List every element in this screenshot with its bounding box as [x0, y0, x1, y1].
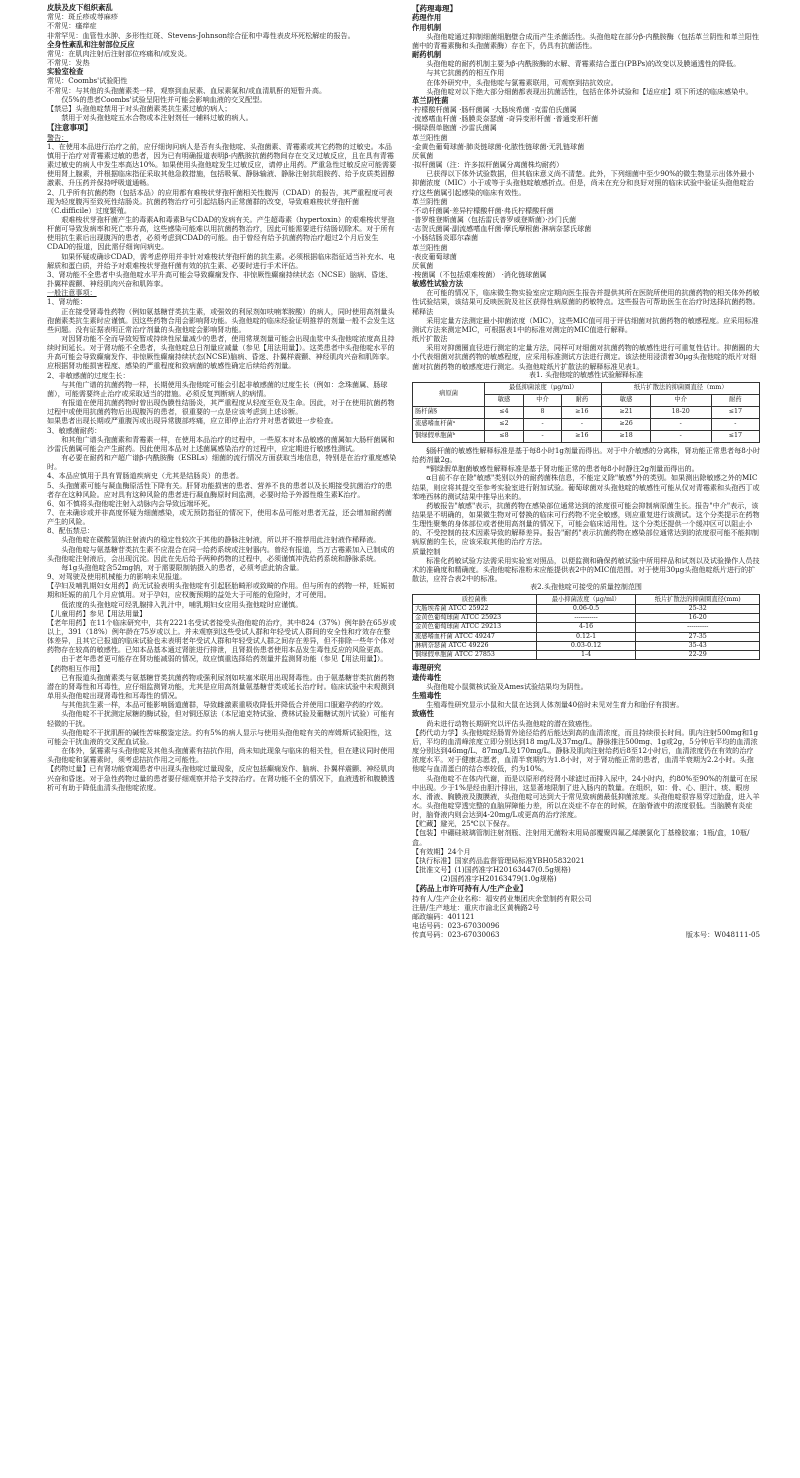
paragraph: 标准化药敏试验方法需采用实验室对照品，以便监测和确保药敏试验中所用样品和试剂以及试验操作人员技术的准确度和精确度。头孢他啶标准粉末应能提供表2中的MIC值范围。对于使用30μg头孢他啶纸片进行的扩散法，应符合表2中的标准。: [412, 555, 760, 584]
paragraph: 9、对驾驶及使用机械能力的影响未见报道。: [47, 572, 187, 582]
subheading: 致癌性: [412, 709, 434, 719]
table1-caption: 表1. 头孢他啶的敏感性试验解释标准: [529, 370, 643, 379]
subheading: 药理作用: [412, 13, 442, 23]
paragraph: 不常见：瘙痒症: [47, 21, 97, 31]
paragraph: 不常见：发热: [47, 58, 90, 68]
paragraph: ·不动杆菌属·差异柠檬酸杆菌·弗氏柠檬酸杆菌: [412, 205, 554, 215]
subheading: 作用机制: [412, 22, 442, 32]
paragraph: 与其他抗生素一样，本品可能影响肠道菌群，导致雌激素重吸收降低并降低合并使用口服避孕药的疗效。: [61, 700, 388, 710]
paragraph: 药敏报告"敏感"表示，抗菌药物在感染部位通常达到的浓度很可能会抑制病原菌生长。报告"中介"表示，该结果是不明确的，如果微生物对可替换的临床可行药物不完全敏感，则应重复进行该测试。这个分类提示在药物生理性聚集的身体部位或者使用高剂量的情况下，可能会临床适用性。这个分类还提供一个缓冲区可以阻止小的、不受控制的技术因素导致的解释差异。报告"耐药"表示抗菌药物在感染部位通常达到的浓度很可能不能抑制病原菌的生长，应该采取其他的治疗方法。: [412, 500, 760, 547]
table1-subheader: 中介: [523, 394, 562, 406]
subheading: 遗传毒性: [412, 672, 442, 682]
paragraph: ·志贺氏菌属·副流感嗜血杆菌·摩氏摩根菌·淋病奈瑟氏球菌: [412, 224, 592, 234]
paragraph: ·流感嗜血杆菌 ·肠膜炎奈瑟菌 ·奇异变形杆菌 ·普通变形杆菌: [412, 114, 599, 124]
paragraph: 不常见：与其他的头孢菌素类一样，观察到血尿素、血尿素氮和/或血清肌酐的短暂升高。: [47, 85, 327, 95]
subsection-label: 一般注意事项：: [47, 288, 97, 298]
subheading: 毒理研究: [412, 663, 442, 673]
paragraph: 头孢他啶通过抑制细菌细胞壁合成而产生杀菌活性。头孢他啶在部分β-内酰胺酶（包括革兰阴性和革兰阳性菌中的青霉素酶和头孢菌素酶）存在下，仍具有抗菌活性。: [412, 31, 759, 50]
paragraph: 1、在使用本品进行治疗之前，应仔细询问病人是否有头孢他啶、头孢菌素、青霉素或其它药物的过敏史。本品慎用于治疗对青霉素过敏的患者，因为已有明确报道表明β-内酰胺抗菌药物间存在交叉过敏反应，且在具有青霉素过敏史的病人中发生率高达10%。如果使用头孢他啶发生过敏反应，请停止用药。严重急性过敏反应可能需要使用肾上腺素，并根据临床指征采取其他急救措施，包括吸氧、静脉输液、静脉注射抗组胺药、给予皮质类固醇激素、升压药并保持呼吸道通畅。: [47, 141, 397, 188]
paragraph: 在可能的情况下，临床微生物实验室应定期向医生报告并提供其所在医院所使用的抗菌药物的相关体外药敏性试验结果，该结果可反映医院及社区获得性病原菌的药敏特点。这些报告可帮助医生在治疗时选择抗菌药物。: [412, 288, 760, 307]
paragraph: 5、头孢菌素可能与凝血酶原活性下降有关。肝肾功能损害的患者、营养不良的患者以及长期接受抗菌治疗的患者存在这种风险。应对具有这种风险的患者进行凝血酶原时间监测，必要时给予外源性维生素K治疗。: [47, 480, 393, 499]
paragraph: 【药物过量】已有肾功能衰竭患者中出现头孢他啶过量现象，反应包括癫痫发作、脑病、扑翼样震颤、神经肌肉兴奋和昏迷。对于急性药物过量的患者要仔细观察并给予支持治疗。在肾功能不全的情况下，血液透析和腹膜透析可有助于降低血清头孢他啶浓度。: [47, 764, 395, 792]
table-cell: 0.12-1: [536, 632, 636, 641]
paragraph: 稀释法: [412, 306, 434, 316]
paragraph: §肠杆菌的敏感性解释标准是基于每8小时1g剂量而得出。对于中介敏感的分离株，肾功能正常患者每8小时给药剂量2g。: [412, 445, 760, 465]
paragraph: 1、肾功能：: [47, 297, 87, 307]
table1-subheader: 敏感: [602, 394, 650, 406]
toxicology-and-product-info: [412, 663, 760, 930]
table-row: [413, 430, 760, 442]
paragraph: 【药物相互作用】: [47, 663, 104, 673]
paragraph: ·铜绿假单胞菌 ·沙雷氏菌属: [412, 123, 497, 133]
paragraph: 由于老年患者更可能存在肾功能减弱的情况，故应慎重选择给药剂量并监测肾功能（参见【用法用量】）。: [61, 654, 388, 664]
table-cell: 27-35: [636, 632, 760, 641]
table-cell: -----------: [536, 613, 636, 622]
susceptibility-table: [412, 382, 760, 443]
paragraph: 头孢他啶的耐药机制主要为β-内酰胺酶的水解、青霉素结合蛋白(PBPs)的改变以及膜通透性的降低。: [426, 59, 741, 69]
paragraph: 在体外研究中，头孢他啶与氯霉素联用，可观察到拮抗效应。: [426, 77, 618, 87]
paragraph: 头孢他啶与氨基糖苷类抗生素不应混合在同一给药系统或注射器内。曾经有报道，当万古霉素加入已制成的头孢他啶注射液后，会出现沉淀。因此在先后给予两种药物的过程中，必须谨慎冲洗给药系统和静脉系统。: [47, 544, 395, 563]
paragraph: 常见：Coombs'试验阳性: [47, 76, 128, 86]
table-cell: 铜绿假单胞菌ᵇ: [413, 430, 485, 442]
table-cell: -: [523, 418, 562, 430]
paragraph: 3、肾功能不全患者中头孢他啶水平升高可能会导致癫痫发作、非惊厥性癫痫持续状态（NCSE）脑病、昏迷、扑翼样震颤、神经肌肉兴奋和肌阵挛。: [47, 269, 393, 289]
paragraph: 常见：斑丘疹或荨麻疹: [47, 12, 118, 22]
paragraph: 邮政编码：401121: [412, 912, 475, 922]
paragraph: 常见：在肌肉注射后注射部位疼痛和/或发炎。: [47, 48, 192, 58]
paragraph: 【禁忌】头孢他啶禁用于对头孢菌素类抗生素过敏的病人；: [47, 103, 232, 113]
paragraph: α目前不存在除"敏感"类别以外的耐药菌株信息，不能定义除"敏感"外的类别。如果测出除敏感之外的MIC结果，则应将其提交至参考实验室进行附加试验。葡萄球菌对头孢他啶的敏感性可能从仅对青霉素和头孢西丁或苯唑西林的测试结果中推导出来的。: [412, 473, 760, 501]
table-cell: ≤8: [485, 430, 524, 442]
subsection-label: 警告：: [47, 132, 69, 142]
paragraph: 【儿童用药】参见【用法用量】: [47, 608, 147, 618]
version-number: 版本号：W048111-05: [685, 930, 760, 940]
paragraph: 厌氧菌: [412, 260, 434, 270]
paragraph: 非常罕见：血管性水肿、多形性红斑、Stevens-Johnson综合征和中毒性表皮坏死松解症的报告。: [47, 30, 355, 40]
table-cell: 流感嗜血杆菌 ATCC 49247: [413, 632, 537, 641]
paragraph: 【药代动力学】头孢他啶经肠胃外途径给药后能达到高的血清浓度，而且持续很长时间。肌内注射500mg和1g后，平均的血清峰浓度立即分别达到18 mg/L及37mg/L。静脉推注500mg、1g或2g，5分钟后平均的血清浓度分别达到46mg/L、87mg/L及170mg/L。静脉及肌肉注射给药后8至12小时后，血清浓度仍在有效的治疗浓度水平。对于健康志愿者，血清半衰期约为1.8小时，对于肾功能正常的患者，血清半衰期为2.2小时。头孢他啶与血清蛋白的结合率较低，约为10%。: [412, 727, 758, 774]
paragraph: 头孢他啶对以下绝大部分细菌都表现出抗菌活性，包括在体外试验和【适应症】项下所述的临床感染中。: [426, 86, 753, 96]
paragraph: 革兰阳性菌: [412, 242, 448, 252]
table-cell: -: [650, 430, 711, 442]
paragraph: 纸片扩散法: [412, 334, 448, 344]
fax-number: 传真号码：023-67030063: [412, 930, 500, 940]
paragraph: 【包装】中硼硅玻璃管制注射剂瓶、注射用无菌粉末用局部覆聚四氟乙烯膜氯化丁基橡胶塞；1瓶/盒，10瓶/盒。: [412, 828, 750, 847]
paragraph: 革兰阳性菌: [412, 132, 448, 142]
table-row: [413, 406, 760, 418]
paragraph: 头孢他啶小鼠微核试验及Ames试验结果均为阴性。: [426, 681, 588, 691]
paragraph: ·普罗维登斯菌属（包括雷氏普罗威登斯菌）·沙门氏菌: [412, 215, 577, 225]
table-cell: 金黄色葡萄球菌 ATCC 25923: [413, 613, 537, 622]
table-cell: ≤4: [485, 406, 524, 418]
table-row: [413, 418, 760, 430]
table-cell: 1-4: [536, 651, 636, 660]
table-cell: 22-29: [636, 651, 760, 660]
paragraph: ·梭菌属（不包括艰难梭菌） ·消化链球菌属: [412, 269, 547, 279]
table-cell: 4-16: [536, 623, 636, 632]
paragraph: 与其它抗菌药的相互作用: [426, 68, 505, 78]
pharmacology-section: [412, 4, 760, 371]
table2-header: 最小抑菌浓度（μg/ml）: [536, 595, 636, 604]
subheading: 全身性紊乱和注射部位反应: [47, 39, 135, 49]
table-cell: ≤2: [485, 418, 524, 430]
table-cell: 淋病奈瑟菌 ATCC 49226: [413, 641, 537, 650]
paragraph: 低浓度的头孢他啶可经乳腺排入乳汁中，哺乳期妇女应用头孢他啶时应谨慎。: [61, 599, 303, 609]
paragraph: 采用定量方法测定最小抑菌浓度（MIC），这些MIC值可用于评估细菌对抗菌药物的敏感程度。应采用标准测试方法来测定MIC，可根据表1中的标准对测定的MIC值进行解释。: [412, 315, 759, 334]
paragraph: 注册/生产地址：重庆市渝北区黄桷路2号: [412, 902, 540, 912]
paragraph: 与其他广谱的抗菌药物一样，长期使用头孢他啶可能会引起非敏感菌的过度生长（例如：念珠菌属、肠球菌），可能需要终止治疗或采取适当的措施。必须反复判断病人的病情。: [47, 379, 388, 398]
table2-caption: 表2.头孢他啶可接受的质量控制范围: [530, 583, 642, 592]
table2-header: 纸片扩散法的抑菌圈直径(mm): [636, 595, 760, 604]
table-cell: 肠杆菌§: [413, 406, 485, 418]
table-cell: ≤17: [711, 430, 759, 442]
subheading: 生殖毒性: [412, 691, 442, 701]
paragraph: 【贮藏】避光，25℃以下保存。: [412, 819, 515, 829]
table-cell: -: [523, 430, 562, 442]
table-cell: -: [650, 418, 711, 430]
subheading: 耐药机制: [412, 50, 442, 60]
paragraph: 2、非敏感菌的过度生长：: [47, 370, 130, 380]
footer-row: [412, 930, 760, 939]
table1-subheader: 耐药: [562, 394, 602, 406]
paragraph: 艰难梭状芽孢杆菌产生的毒素A和毒素B与CDAD的发病有关。产生超毒素（hypertoxin）的艰难梭状芽孢杆菌可导致发病率和死亡率升高，这些感染可能难以用抗菌药物治疗，因此可能需要进行结肠切除术。对于所有使用抗生素后出现腹泻的患者，必须考虑到CDAD的可能。由于曾经有给予抗菌药物治疗超过2个月后发生CDAD的报道，因此需仔细询问病史。: [47, 214, 395, 252]
table-cell: ≥26: [602, 418, 650, 430]
paragraph: 对因肾功能不全而导致短暂或持续性尿量减少的患者，使用常规剂量可能会出现血浆中头孢他啶浓度高且持续时间延长。对于肾功能不全患者，头孢他啶总日剂量应减量（参见【用法用量】）。这类患者中头孢他啶水平的升高可能会导致癫痫发作、非惊厥性癫痫持续状态(NCSE)脑病、昏迷、扑翼样震颤、神经肌肉兴奋和肌阵挛。应根据肾功能损害程度、感染的严重程度和致病菌的敏感性确定后续给药剂量。: [47, 334, 395, 371]
table-cell: 流感嗜血杆菌ᵃ: [413, 418, 485, 430]
paragraph: ·柠檬酸杆菌属 ·肠杆菌属 ·大肠埃希菌 ·克雷伯氏菌属: [412, 105, 577, 115]
paragraph: 禁用于对头孢他啶五水合物或本注射剂任一辅料过敏的病人。: [61, 113, 253, 123]
table-cell: ≥18: [602, 430, 650, 442]
subheading: 革兰阴性菌: [412, 95, 449, 105]
table-cell: 大肠埃希菌 ATCC 25922: [413, 604, 537, 613]
table-cell: ≥16: [562, 430, 602, 442]
paragraph: 有必要在耐药和产超广谱β-内酰胺酶（ESBLs）细菌的流行情况方面获取当地信息，特别是在治疗重度感染时。: [47, 453, 397, 472]
paragraph: ·拟杆菌属（注：许多拟杆菌属分离菌株均耐药）: [412, 160, 564, 170]
paragraph: 电话号码：023-67030096: [412, 921, 500, 931]
table-row: [413, 623, 760, 632]
paragraph: 正在接受肾毒性药物（例如氨基糖苷类抗生素，或强效的利尿剂如呋喃苯胺酸）的病人，同时使用高剂量头孢菌素类抗生素时应谨慎。因这些药物合用会影响肾功能。头孢他啶的临床经验证明推荐的剂量一般不会发生这些问题。没有证据表明正常治疗剂量的头孢他啶会影响肾功能。: [47, 306, 395, 334]
paragraph: 【执行标准】国家药品监督管理局标准YBH05832021: [412, 855, 585, 865]
paragraph: 持有人/生产企业名称：福安药业集团庆余堂制药有限公司: [412, 893, 592, 903]
paragraph: 有报道在使用抗菌药物时曾出现伪膜性结肠炎，其严重程度从轻度至危及生命。因此，对于在使用抗菌药物过程中或使用抗菌药物后出现腹泻的患者，很重要的一点是应该考虑到上述诊断。: [47, 398, 395, 417]
table1-header-mic: 最低抑菌浓度（μg/ml）: [485, 382, 602, 394]
paragraph: 【孕妇及哺乳期妇女用药】尚无试验表明头孢他啶有引起胚胎畸形或致畸的作用。但与所有的药物一样，妊娠初期和妊娠的前几个月应慎用。对于孕妇，应权衡预期的益处大于可能的危险时，才可使用。: [47, 581, 395, 600]
table-row: [413, 613, 760, 622]
paragraph: 如果怀疑或确诊CDAD，需考虑停用并非针对难梭状芽孢杆菌的抗生素。必须根据临床指征适当补充水、电解质和蛋白质，并给予对艰难梭状芽孢杆菌有效的抗生素、必要时进行手术评估。: [47, 251, 396, 270]
paragraph: 已有报道头孢菌素类与氨基糖苷类抗菌药物或强利尿剂如呋塞米联用出现肾毒性。由于氨基糖苷类抗菌药物潜在的肾毒性和耳毒性，应仔细监测肾功能，尤其是应用高剂量氨基糖苷类或延长治疗时。临床试验中未观测到单用头孢他啶出现肾毒性和耳毒性的情况。: [47, 672, 395, 701]
paragraph: 每1g头孢他啶含52mg钠，对于需要限制钠摄入的患者，必须考虑此钠含量。: [61, 562, 304, 572]
table-cell: 16-20: [636, 613, 760, 622]
paragraph: 尚未进行动物长期研究以评估头孢他啶的潜在致癌性。: [426, 718, 597, 728]
table-cell: -: [562, 418, 602, 430]
table-row: [413, 651, 760, 660]
paragraph: 质量控制: [412, 546, 441, 556]
interpretation-notes: [412, 446, 760, 583]
table-cell: ----------: [636, 623, 760, 632]
paragraph: 头孢他啶不在体内代谢，而是以原形药经肾小球滤过而排入尿中，24小时内，约80%至90%的剂量可在尿中出现。少于1%是经由胆汁排出，这显著地限制了进入肠内的数量。在组织，如：骨、心、胆汁、痰、眼房水、滑液、胸膜液及腹膜液，头孢他啶可达到大于常见致病菌最低抑菌浓度。头孢他啶很容易穿过胎盘，进入羊水。头孢他啶穿透完整的血脑屏障能力差，所以在炎症不存在的时候，在脑脊液中的浓度很低。当脑膜有炎症时，脑脊液内则会达到4-20mg/L或更高的治疗浓度。: [412, 773, 760, 820]
table-cell: 0.03-0.12: [536, 641, 636, 650]
paragraph: ·小肠结肠炎耶尔森菌: [412, 233, 479, 243]
table1-header-zone: 纸片扩散法的抑菌圈直径（mm）: [602, 382, 760, 394]
table-row: [413, 641, 760, 650]
table2-header: 质控菌株: [413, 595, 537, 604]
paragraph: *铜绿假单胞菌敏感性解释标准是基于肾功能正常的患者每8小时静注2g剂量而得出的。: [426, 464, 699, 474]
table1-header-organism: 病原菌: [413, 382, 485, 406]
left-column: [47, 3, 397, 792]
paragraph: 3、敏感菌耐药：: [47, 425, 102, 435]
paragraph: (2)国药准字H20163479(1.0g规格): [440, 874, 557, 884]
table-cell: 35-43: [636, 641, 760, 650]
paragraph: 已获得以下体外试验数据，但其临床意义尚不清楚。此外，下列细菌中至少90%的微生物显示出体外最小抑菌浓度（MIC）小于或等于头孢他啶敏感折点。但是，尚未在充分和良好对照的临床试验中验证头孢他啶治疗这些菌属引起感染的临床有效性。: [412, 169, 755, 197]
paragraph: 如果患者出现长期或严重腹泻或出现异常腹部疼痛，应立即停止治疗并对患者做进一步检查。: [47, 416, 338, 426]
paragraph: 8、配伍禁忌：: [47, 526, 95, 536]
paragraph: 6、如不慎将头孢他啶注射入动脉内会导致远端坏死。: [47, 498, 215, 508]
paragraph: 头孢他啶在碳酸氢钠注射液内的稳定性较次于其他的静脉注射液，所以并不推荐用此注射液作稀释液。: [61, 535, 381, 545]
table-cell: 8: [523, 406, 562, 418]
table-cell: 25-32: [636, 604, 760, 613]
section-heading: 【药品上市许可持有人/生产企业】: [412, 884, 528, 894]
paragraph: 革兰阴性菌: [412, 196, 448, 206]
table-row: [413, 604, 760, 613]
paragraph: 厌氧菌: [412, 150, 434, 160]
right-column: [412, 3, 760, 940]
paragraph: 采用对抑菌圈直径进行测定的定量方法，同样可对细菌对抗菌药物的敏感性进行可重复性估计。抑菌圈的大小代表细菌对抗菌药物的敏感程度，应采用标准测试方法进行测定。该法使用浸渍着30μg头孢他啶的纸片对细菌对抗菌药物的敏感度进行测定。头孢他啶纸片扩散法的解释标准见表1。: [412, 343, 760, 371]
paragraph: 2、几乎所有抗菌药物（包括本品）的应用都有难梭状芽孢杆菌相关性腹泻（CDAD）的报告，其严重程度可表现为轻度腹泻至致死性结肠炎。抗菌药物治疗可引起结肠内正常菌群的改变，导致难难梭状芽孢杆菌（C.difficile）过度繁殖。: [47, 187, 393, 215]
section-heading: 【药理毒理】: [412, 4, 457, 13]
paragraph: 4、本品应慎用于具有胃肠道疾病史（尤其是结肠炎）的患者。: [47, 471, 244, 481]
paragraph: ·表皮葡萄球菌: [412, 251, 457, 261]
paragraph: 7、在未确诊或并非高度怀疑为细菌感染，或无预防指征的情况下，使用本品可能对患者无益，还会增加耐药菌产生的风险。: [47, 507, 393, 527]
table-cell: 金黄色葡萄球菌 ATCC 29213: [413, 623, 537, 632]
paragraph: 【批准文号】(1)国药准字H20163447(0.5g规格): [412, 865, 571, 875]
paragraph: 生殖毒性研究显示小鼠和大鼠在达到人体剂量40倍时未见对生育力和胎仔有损害。: [426, 700, 684, 710]
table-cell: 18-20: [650, 406, 711, 418]
section-heading: 【注意事项】: [47, 123, 92, 133]
table-cell: ≥16: [562, 406, 602, 418]
paragraph: 【有效期】24个月: [412, 846, 471, 856]
table1-subheader: 中介: [650, 394, 711, 406]
subheading: 敏感性试验方法: [412, 279, 464, 289]
subheading: 实验室检查: [47, 67, 84, 77]
table-cell: 0.06-0.5: [536, 604, 636, 613]
table-cell: ≤17: [711, 406, 759, 418]
paragraph: 和其他广谱头孢菌素和青霉素一样，在使用本品治疗的过程中，一些原本对本品敏感的菌属如大肠杆菌属和沙雷氏菌属可能会产生耐药。因此使用本品对上述菌属感染治疗的过程中，应定期进行敏感性测试。: [47, 434, 395, 453]
paragraph: 在体外，氯霉素与头孢他啶及其他头孢菌素有拮抗作用，尚未知此现象与临床的相关性，但在建议同时使用头孢他啶和氯霉素时，须考虑拮抗作用之可能性。: [47, 746, 395, 765]
table-cell: 铜绿假单胞菌 ATCC 27853: [413, 651, 537, 660]
paragraph: 【老年用药】在11个临床研究中，共有2221名受试者接受头孢他啶的治疗，其中824（37%）例年龄在65岁或以上，391（18%）例年龄在75岁或以上。并未观察到这些受试人群和年轻受试人群间的安全性和疗效存在整体差异，且其它已报道的临床试验也未表明老年受试人群和年轻受试人群之间存在差异，但不排除一些年个体对药物存在较高的敏感性。已知本品基本通过肾脏进行排泄，且肾损伤患者使用本品发生毒性反应的风险更高。: [47, 617, 397, 655]
paragraph: ·金黄色葡萄球菌·肺炎链球菌·化脓性链球菌·无乳链球菌: [412, 141, 585, 151]
table-cell: ≥21: [602, 406, 650, 418]
paragraph: 仅5%的患者Coombs'试验呈阳性并可能会影响血液的交叉配型。: [61, 94, 267, 104]
table-cell: -: [711, 418, 759, 430]
quality-control-table: [412, 594, 760, 660]
table1-subheader: 耐药: [711, 394, 759, 406]
subheading: 皮肤及皮下组织紊乱: [47, 3, 113, 12]
paragraph: 头孢他啶不干扰肌酐的碱性苦味酸鉴定法。约有5%的病人显示与使用头孢他啶有关的库姆斯试验阳性，这可能会干扰血液的交叉配血试验。: [47, 727, 392, 746]
paragraph: 头孢他啶不干扰测定尿糖的酶试验，但对铜还原法（本尼迪克特试验、费林试验及葡糖试剂片试验）可能有轻微的干扰。: [47, 709, 395, 728]
table-row: [413, 632, 760, 641]
table1-subheader: 敏感: [485, 394, 524, 406]
